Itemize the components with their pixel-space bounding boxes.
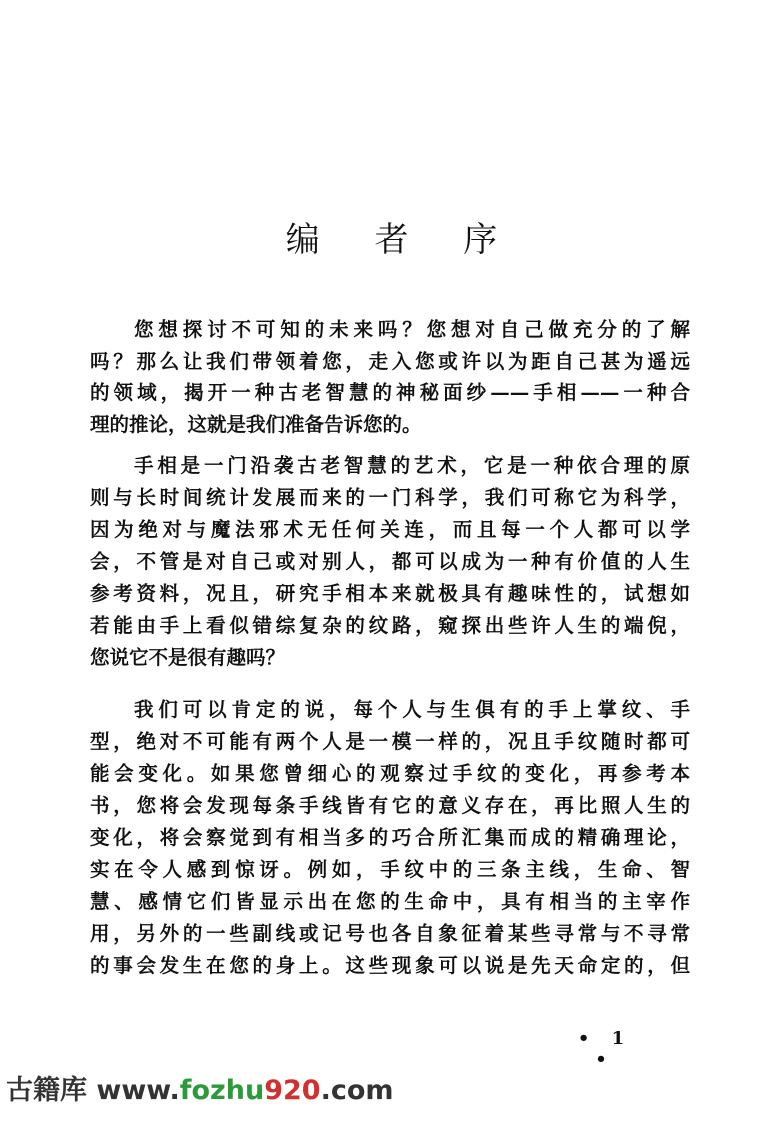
text-line: 则与长时间统计发展而来的一门科学，我们可称它为科学，: [90, 486, 690, 509]
text-line: 参考资料，况且，研究手相本来就极具有趣味性的，试想如: [90, 582, 690, 605]
text-line: 的事会发生在您的身上。这些现象可以说是先天命定的，但: [90, 954, 690, 977]
text-line: 慧、感情它们皆显示出在您的生命中，具有相当的主宰作: [90, 890, 690, 913]
text-line: 变化，将会察觉到有相当多的巧合所汇集而成的精确理论，: [90, 826, 690, 849]
text-line: 因为绝对与魔法邪术无任何关连，而且每一个人都可以学: [90, 518, 690, 541]
text-line: 的领域，揭开一种古老智慧的神秘面纱——手相——一种合: [90, 381, 690, 404]
page-number: • 1 •: [577, 1028, 633, 1070]
watermark: [6, 1068, 394, 1107]
text-line: 型，绝对不可能有两个人是一模一样的，况且手纹随时都可: [90, 730, 690, 753]
text-line: 吗？那么让我们带领着您，走入您或许以为距自己甚为遥远: [90, 350, 690, 373]
text-line: 能会变化。如果您曾细心的观察过手纹的变化，再参考本: [90, 762, 690, 785]
text-line: 我们可以肯定的说，每个人与生俱有的手上掌纹、手: [134, 698, 690, 721]
page-title: 编 者 序: [285, 220, 520, 260]
text-line: 若能由手上看似错综复杂的纹路，窥探出些许人生的端倪，: [90, 614, 690, 637]
text-line: 手相是一门沿袭古老智慧的艺术，它是一种依合理的原: [134, 454, 690, 477]
text-line: 会，不管是对自己或对别人，都可以成为一种有价值的人生: [90, 550, 690, 573]
text-line: 用，另外的一些副线或记号也各自象征着某些寻常与不寻常: [90, 922, 690, 945]
text-line: 您想探讨不可知的未来吗？您想对自己做充分的了解: [134, 318, 690, 341]
watermark-prefix: 古籍库 www.: [6, 1075, 180, 1106]
watermark-green: fozhu: [179, 1075, 265, 1106]
text-line: 实在令人感到惊讶。例如，手纹中的三条主线，生命、智: [90, 858, 690, 881]
text-line: 书，您将会发现每条手线皆有它的意义存在，再比照人生的: [90, 794, 690, 817]
watermark-suffix: .com: [320, 1075, 394, 1106]
text-line: 理的推论，这就是我们准备告诉您的。: [90, 413, 422, 436]
watermark-red: 920: [264, 1075, 321, 1106]
text-line: 您说它不是很有趣吗？: [90, 646, 286, 669]
